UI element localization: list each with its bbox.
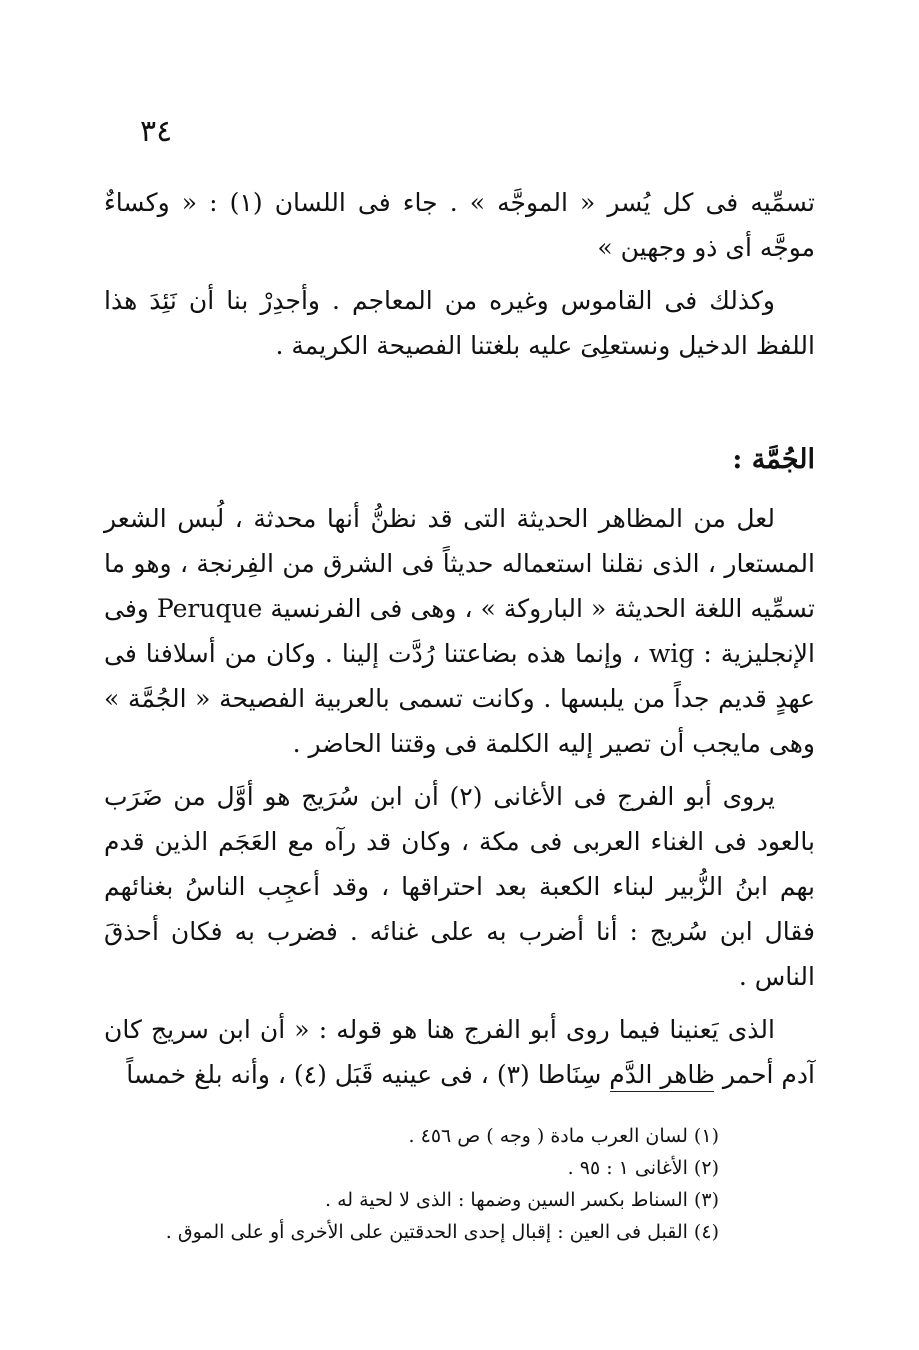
page-number: ٣٤ [140, 114, 173, 149]
paragraph: لعل من المظاهر الحديثة التى قد نظنُّ أنها محدثة ، لُبس الشعر المستعار ، الذى نقلنا استعماله حديثاً فى الشرق من الفِرنجة ، وهو ما تسمِّيه اللغة الحديثة « الباروكة » ، وهى فى الفرنسية Peruque وفى الإنجليزية : wig ، وإنما هذه بضاعتنا رُدَّت إلينا . وكان من أسلافنا فى عهدٍ قديم جداً من يلبسها . وكانت تسمى بالعربية الفصيحة « الجُمَّة » وهى مايجب أن تصير إليه الكلمة فى وقتنا الحاضر . [104, 504, 816, 758]
footnote: (١) لسان العرب مادة ( وجه ) ص ٤٥٦ . [408, 1125, 719, 1147]
paragraph: يروى أبو الفرج فى الأغانى (٢) أن ابن سُرَيج هو أوَّل من ضَرَب بالعود فى الغناء العربى فى مكة ، وكان قد رآه مع العَجَم الذين قدم بهم ابنُ الزُّبير لبناء الكعبة بعد احتراقها ، وقد أعجِب الناسُ بغنائهم فقال ابن سُريج : أنا أضرب به على غنائه . فضرب به فكان أحذقَ الناس . [104, 782, 815, 991]
section-2 [104, 496, 815, 1105]
footnotes [150, 1120, 719, 1248]
section-heading: الجُمَّة : [732, 444, 815, 475]
paragraph: الذى يَعنينا فيما روى أبو الفرج هنا هو قوله : « أن ابن سريج كان آدم أحمر ظاهر الدَّم سِنَاطا (٣) ، فى عينيه قَبَل (٤) ، وأنه بلغ خمساً [104, 1015, 815, 1089]
paragraph: وكذلك فى القاموس وغيره من المعاجم . وأجدِرْ بنا أن نَئِدَ هذا اللفظ الدخيل ونستعلِىَ عليه بلغتنا الفصيحة الكريمة . [104, 286, 815, 360]
paragraph: تسمِّيه فى كل يُسر « الموجَّه » . جاء فى اللسان (١) : « وكساءٌ موجَّه أى ذو وجهين » [104, 188, 815, 262]
footnote: (٢) الأغانى ١ : ٩٥ . [567, 1157, 719, 1179]
section-1 [104, 180, 815, 376]
footnote-divider [610, 1091, 714, 1092]
footnote: (٣) السناط بكسر السين وضمها : الذى لا لحية له . [325, 1189, 719, 1211]
footnote: (٤) القبل فى العين : إقبال إحدى الحدقتين على الأخرى أو على الموق . [165, 1221, 719, 1243]
